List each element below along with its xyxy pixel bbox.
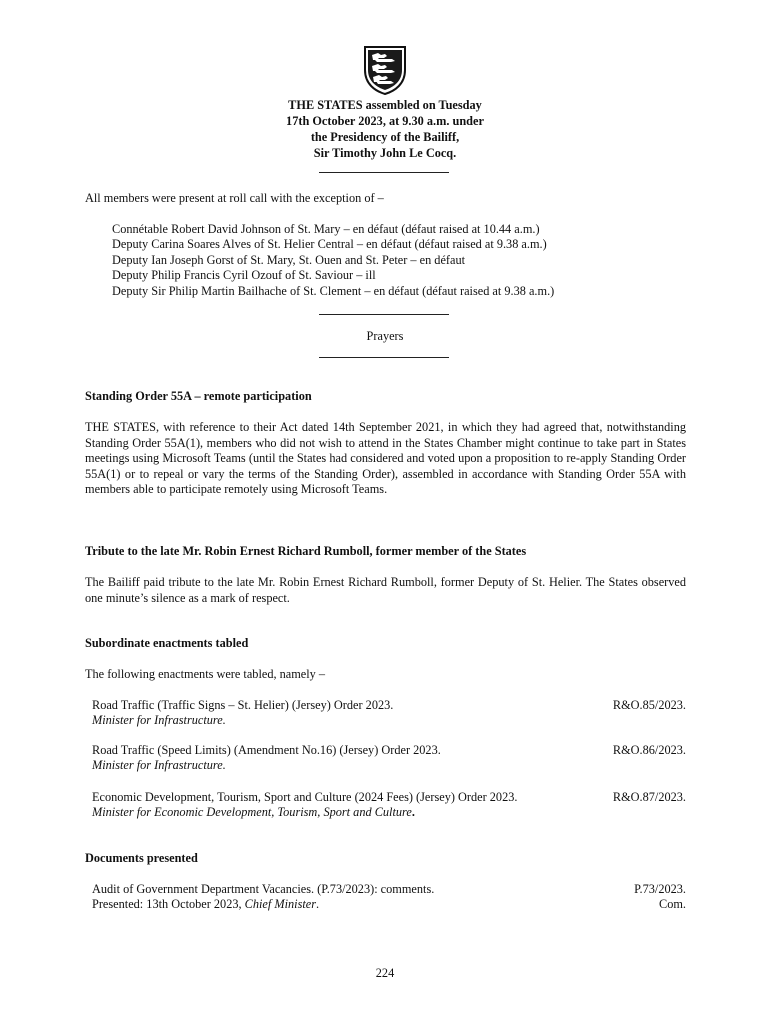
absentee-item: Deputy Carina Soares Alves of St. Helier Central – en défaut (défaut raised at 9.38 a.m.)	[112, 237, 547, 252]
divider-rule	[319, 357, 449, 358]
enactment-minister-period: .	[411, 805, 415, 820]
section-title-remote-participation: Standing Order 55A – remote participation	[85, 389, 312, 403]
document-reference-number: P.73/2023.	[634, 882, 686, 896]
enactment-minister-name: Minister for Economic Development, Tourism, Sport and Culture	[92, 805, 412, 820]
jersey-crest-icon	[362, 44, 408, 96]
absentee-list	[112, 222, 554, 299]
enactment-title: Road Traffic (Speed Limits) (Amendment No.16) (Jersey) Order 2023.	[92, 743, 441, 757]
absentee-item: Connétable Robert David Johnson of St. Mary – en défaut (défaut raised at 10.44 a.m.)	[112, 222, 540, 236]
enactment-reference: R&O.85/2023.	[612, 698, 686, 712]
document-presented-end: .	[316, 897, 320, 912]
prayers-label: Prayers	[366, 329, 404, 343]
document-presented-prefix: Presented: 13th October 2023,	[92, 897, 245, 912]
enactments-intro: The following enactments were tabled, namely –	[85, 667, 326, 681]
absentee-item: Deputy Sir Philip Martin Bailhache of St. Clement – en défaut (défaut raised at 9.38 a.m.)	[112, 283, 555, 298]
enactment-item	[92, 790, 686, 820]
heading-line-3: the Presidency of the Bailiff,	[310, 130, 460, 144]
absentee-item: Deputy Philip Francis Cyril Ozouf of St. Saviour – ill	[112, 268, 376, 283]
enactment-title: Economic Development, Tourism, Sport and Culture (2024 Fees) (Jersey) Order 2023.	[92, 790, 518, 804]
section-title-documents: Documents presented	[85, 851, 198, 865]
section-title-tribute: Tribute to the late Mr. Robin Ernest Richard Rumboll, former member of the States	[85, 544, 527, 558]
document-presented-by: Chief Minister	[244, 897, 317, 912]
enactment-item	[92, 698, 686, 728]
document-reference-suffix: Com.	[659, 897, 686, 912]
enactment-minister: Minister for Infrastructure.	[92, 713, 226, 728]
sitting-heading	[0, 97, 770, 161]
heading-line-1: THE STATES assembled on Tuesday	[288, 98, 482, 112]
roll-call-intro: All members were present at roll call with the exception of –	[85, 191, 384, 205]
tribute-paragraph: The Bailiff paid tribute to the late Mr. Robin Ernest Richard Rumboll, former Deputy of St. Helier. The States observed one minute’s silence as a mark of respect.	[85, 575, 686, 605]
enactment-reference: R&O.86/2023.	[612, 743, 686, 757]
heading-line-4: Sir Timothy John Le Cocq.	[313, 146, 457, 160]
section-title-enactments: Subordinate enactments tabled	[85, 636, 249, 650]
enactment-item	[92, 743, 686, 773]
enactment-reference: R&O.87/2023.	[612, 790, 686, 804]
remote-participation-paragraph: THE STATES, with reference to their Act dated 14th September 2021, in which they had agreed that, notwithstanding Standing Order 55A(1), members who did not wish to attend in the States Chamber might continue to take part in States meetings using Microsoft Teams (until the States had considered and voted upon a proposition to re-apply Standing Order 55A(1) or to repeal or vary the terms of the Standing Order), assembled in accordance with Standing Order 55A with members able to participate remotely using Microsoft Teams.	[85, 420, 686, 497]
document-reference	[634, 882, 686, 912]
document-presented-line	[92, 897, 686, 912]
divider-rule	[319, 172, 449, 173]
enactment-title: Road Traffic (Traffic Signs – St. Helier) (Jersey) Order 2023.	[92, 698, 394, 712]
enactment-minister: Minister for Infrastructure.	[92, 758, 226, 773]
document-item	[92, 882, 686, 912]
heading-line-2: 17th October 2023, at 9.30 a.m. under	[286, 114, 484, 128]
absentee-item: Deputy Ian Joseph Gorst of St. Mary, St. Ouen and St. Peter – en défaut	[112, 252, 466, 267]
enactment-minister	[92, 805, 686, 820]
divider-rule	[319, 314, 449, 315]
page-number: 224	[375, 966, 395, 980]
document-title: Audit of Government Department Vacancies. (P.73/2023): comments.	[92, 882, 435, 896]
